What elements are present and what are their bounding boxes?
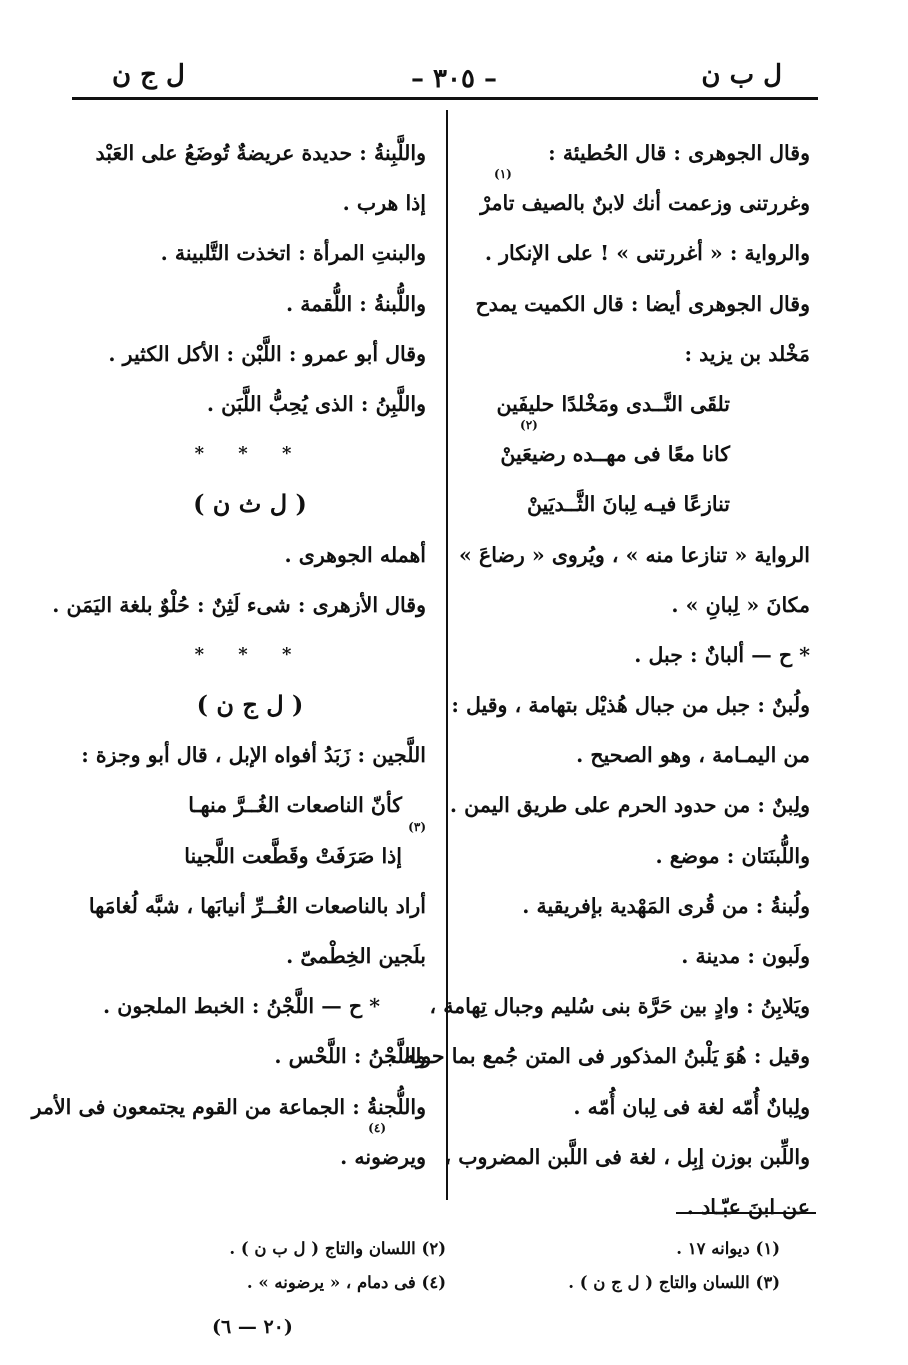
- text-line: وقال الأزهرى : شىء لَثِنٌ : حُلْوٌ بلغة اليَمَن .: [52, 592, 426, 617]
- verse-text: وغررتنى وزعمت أنك لابنٌ بالصيف تامرْ: [480, 191, 810, 216]
- text-line: واللِّبن بوزن إبِل ، لغة فى اللَّبن المضروب ،: [444, 1144, 810, 1169]
- verse-line: تلقَى النَّــدى ومَخْلدًا حليفَين: [496, 391, 730, 416]
- footnote: (٢) اللسان والتاج ( ل ب ن ) .: [229, 1239, 446, 1258]
- section-separator: * * *: [194, 443, 306, 465]
- footnote: (٤) فى دمام ، « يرضونه » .: [246, 1273, 446, 1292]
- left-header-root: ل ج ن: [112, 60, 185, 90]
- text-line: اللَّجين : زَبَدُ أفواه الإبل ، قال أبو وجزة :: [81, 743, 426, 768]
- text-line: واللُّجنةُ : الجماعة من القوم يجتمعون فى الأمر: [31, 1094, 426, 1119]
- header-rule: [72, 97, 818, 100]
- text-line: الرواية « تنازعا منه » ، ويُروى « رضاعَ »: [459, 542, 810, 567]
- text-line: من اليمـامة ، وهو الصحيح .: [576, 743, 810, 768]
- right-column: [389, 128, 810, 1232]
- right-footnotes: [480, 1232, 780, 1300]
- text-line: ولَبون : مدينة .: [681, 944, 810, 968]
- text-line: ويَلابِنُ : وادٍ بين حَرَّة بنى سُليم وجبال تِهامة ،: [429, 994, 810, 1019]
- text-line: ولُبنٌ : جبل من جبال هُذيْل بتهامة ، وقيل :: [451, 693, 810, 718]
- text-line: وقال الجوهرى أيضا : قال الكميت يمدح: [475, 291, 810, 316]
- text-line: مكانَ « لِبانِ » .: [671, 592, 810, 617]
- verse-text: كانا معًا فى مهــده رضيعَينْ: [500, 442, 730, 467]
- text-line: ولِبانٌ أُمّه لغة فى لِبان أُمّه .: [573, 1094, 810, 1119]
- text-line: إذا هرب .: [342, 191, 426, 216]
- text-line: ولِبنٌ : من حدود الحرم على طريق اليمن .: [449, 793, 810, 818]
- text-line: واللَّبِنةُ : حديدة عريضةٌ تُوضَعُ على العَبْد: [95, 141, 426, 165]
- text-line: واللَّبِنُ : الذى يُحِبُّ اللَّبَن .: [206, 391, 426, 416]
- text-line: واللَّجْنُ : اللَّحْس .: [274, 1044, 426, 1069]
- right-header-root: ل ب ن: [701, 60, 782, 90]
- page-number: – ٣٠٥ –: [410, 64, 498, 94]
- text-line: وقال أبو عمرو : اللَّبْن : الأكل الكثير .: [108, 341, 426, 366]
- text-line: ولُبنةُ : من قُرى المَهْدية بإفريقية .: [522, 893, 810, 918]
- section-heading: ( ل ث ن ): [193, 489, 307, 519]
- text-line: مَخْلد بن يزيد :: [684, 341, 810, 366]
- text-line: وقيل : هُوَ يَلْبنُ المذكور فى المتن جُمع بما حوله .: [389, 1044, 810, 1069]
- printer-signature: (٢٠ — ٦): [212, 1316, 293, 1338]
- text-line: * ح — ألبانٌ : جبل .: [634, 642, 810, 667]
- text-line: بلَجين الخِطْمىّ .: [286, 944, 426, 968]
- footnote-mark: (٣): [408, 819, 426, 834]
- footnote: (٣) اللسان والتاج ( ل ج ن ) .: [568, 1273, 780, 1292]
- verse-line: [470, 418, 810, 479]
- text-line: أهمله الجوهرى .: [284, 542, 426, 567]
- text-line: * ح — اللَّجْنُ : الخبط الملجون .: [103, 994, 380, 1019]
- text-line: أراد بالناصعات الغُــرِّ أنيابَها ، شبَّه لُغامَها: [88, 893, 426, 918]
- section-separator: * * *: [194, 643, 306, 665]
- verse-line: كأنّ الناصعات الغُــرَّ منهـا: [188, 793, 402, 818]
- verse-text: إذا صَرَفَتْ وقَطَّعت اللَّجينا: [184, 843, 402, 868]
- footnote-mark: (١): [494, 167, 512, 182]
- verse-line: [74, 819, 426, 881]
- text-line: واللُّبنَتان : موضع .: [655, 843, 810, 868]
- section-heading: ( ل ج ن ): [196, 690, 304, 720]
- footnote-rule: [676, 1212, 816, 1214]
- text-line: [470, 167, 810, 228]
- text-line: [74, 1120, 426, 1182]
- left-footnotes: [146, 1232, 446, 1300]
- text-line: واللُّبنةُ : اللُّقمة .: [285, 291, 426, 316]
- text-line: والرواية : « أغررتنى » ! على الإنكار .: [484, 241, 810, 266]
- footnote-mark: (٤): [368, 1120, 386, 1135]
- text-line: والبنتِ المرأة : اتخذت التَّلبينة .: [160, 241, 426, 266]
- text-line: وقال الجوهرى : قال الحُطيئة :: [548, 141, 810, 165]
- left-column: [31, 128, 426, 1182]
- footnote: (١) ديوانه ١٧ .: [676, 1239, 780, 1258]
- footnote-mark: (٢): [520, 418, 538, 433]
- verse-line: تنازعًا فيـه لِبانَ الثَّــديَينْ: [526, 492, 730, 517]
- line-text: ويرضونه .: [340, 1144, 426, 1169]
- text-line: عن ابنَ عبّـاد .: [686, 1194, 810, 1219]
